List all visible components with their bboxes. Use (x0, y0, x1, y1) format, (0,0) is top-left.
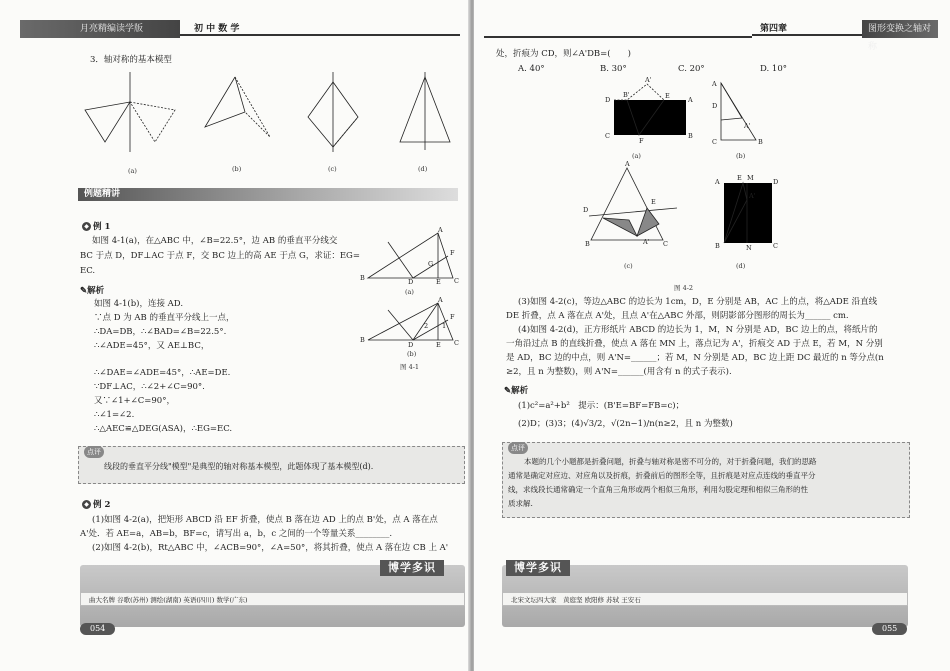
svg-text:A: A (438, 296, 443, 304)
proof-line-8: ∴∠1=∠2. (94, 410, 135, 420)
example1-label: ◆ 例 1 (82, 220, 110, 232)
analysis-label: ✎解析 (80, 286, 105, 296)
fig41-title: 图 4-1 (400, 363, 420, 371)
footer-strip: 北宋文坛四大家 黄庭坚 欧阳修 苏轼 王安石 (502, 592, 908, 606)
note-line-3: 线，求线段长通常确定一个直角三角形或两个相似三角形，利用勾股定理和相似三角形的性 (508, 485, 808, 494)
model-figure-b (205, 72, 275, 152)
proof-line-5: ∴∠DAE=∠ADE=45°，∴AE=DE. (94, 368, 231, 378)
svg-text:E: E (436, 278, 441, 286)
model-figure-a (85, 72, 175, 152)
caption-c: (c) (328, 165, 337, 173)
proof-line-2: ∵点 D 为 AB 的垂直平分线上一点， (94, 313, 235, 323)
fig41-caption-a: (a) (405, 288, 414, 296)
note-line-1: 本题的几个小题都是折叠问题，折叠与轴对称是密不可分的，对于折叠问题，我们的思路 (524, 457, 817, 466)
ex2-line-3: (2)如图 4-2(b)，Rt△ABC 中，∠ACB=90°，∠A=50°，将其折叠，使点 A 落在边 CB 上 A' (92, 543, 449, 553)
svg-text:D: D (605, 96, 611, 104)
svg-text:A': A' (645, 76, 652, 84)
header-rule (484, 20, 752, 38)
proof-line-9: ∴△AEC≌△DEG(ASA)，∴EG=EC. (94, 424, 233, 434)
top-line: 处，折痕为 CD，则∠A'DB=( ) (496, 49, 631, 59)
figure-4-2a (605, 76, 694, 145)
svg-text:E: E (737, 174, 742, 182)
header-chapter: 第四章 (752, 20, 862, 36)
note-line-4: 质求解. (508, 499, 533, 508)
svg-text:D: D (408, 341, 414, 349)
ex1-line-3: EC. (80, 266, 96, 276)
footer-banner: 博学多识 (380, 560, 444, 576)
svg-text:E: E (651, 198, 656, 206)
footer-banner: 博学多识 (506, 560, 570, 576)
svg-text:B': B' (623, 91, 630, 99)
figure-4-1a (360, 226, 459, 286)
fig42-caption-b: (b) (736, 152, 746, 160)
fig42-caption-d: (d) (736, 262, 746, 270)
note-tag: 点评 (508, 442, 528, 454)
svg-text:E: E (665, 92, 670, 100)
choice-d: D. 10° (760, 64, 787, 74)
svg-text:B: B (758, 138, 763, 146)
q4-line-2: 一角沿过点 B 的直线折叠，使点 A 落在 MN 上，落点记为 A'，折痕交 AD 于点 E，若 M，N 分别 (506, 339, 883, 349)
figure-4-2d (715, 174, 779, 252)
svg-text:B: B (360, 274, 365, 282)
svg-text:E: E (436, 341, 441, 349)
svg-text:C: C (605, 132, 610, 140)
svg-text:M: M (747, 174, 754, 182)
proof-line-3: ∴DA=DB，∴∠BAD=∠B=22.5°. (94, 327, 227, 337)
example-badge-icon: ◆ (82, 222, 91, 231)
analysis-label: ✎解析 (504, 386, 529, 396)
example-badge-icon: ◆ (82, 500, 91, 509)
section3-title: 3．轴对称的基本模型 (90, 55, 172, 65)
figure-4-2c (583, 160, 679, 248)
q4-line-3: 是 AD，BC 边的中点，则 A'N=______；若 M，N 分别是 AD，BC 边上距 DC 最近的 n 等分点(n (506, 353, 884, 363)
caption-d: (d) (418, 165, 428, 173)
fig42-caption-a: (a) (632, 152, 641, 160)
example2-label: ◆ 例 2 (82, 498, 110, 510)
q4-line-1: (4)如图 4-2(d)，正方形纸片 ABCD 的边长为 1，M，N 分别是 AD，BC 边上的点，将纸片的 (518, 325, 878, 335)
q3-line-1: (3)如图 4-2(c)，等边△ABC 的边长为 1cm，D，E 分别是 AB，AC 上的点，将△ADE 沿直线 (518, 297, 878, 307)
svg-text:F: F (450, 313, 455, 321)
q4-line-4: ≥2，且 n 为整数)，则 A'N=______(用含有 n 的式子表示). (506, 367, 732, 377)
svg-text:D: D (712, 102, 718, 110)
svg-text:C: C (773, 242, 778, 250)
header-series: 月亮精编读学版 (20, 20, 180, 38)
fig41-caption-b: (b) (407, 350, 417, 358)
ex1-line-2: BC 于点 D，DF⊥AC 于点 F，交 BC 边上的高 AE 于点 G，求证：EG= (80, 251, 360, 261)
caption-a: (a) (128, 167, 137, 175)
analysis-icon: ✎ (504, 386, 512, 396)
svg-text:N: N (746, 244, 752, 252)
svg-text:A: A (712, 80, 717, 88)
left-page (0, 0, 471, 671)
example-section-heading: 例题精讲 (78, 188, 458, 201)
svg-text:B: B (715, 242, 720, 250)
svg-text:C: C (454, 277, 459, 285)
svg-text:F: F (639, 137, 644, 145)
right-page (474, 0, 950, 671)
svg-text:B: B (360, 336, 365, 344)
model-figure-c (308, 72, 358, 152)
svg-text:A': A' (749, 192, 756, 200)
analysis-icon: ✎ (80, 286, 88, 296)
page-number: 054 (80, 623, 115, 635)
svg-text:G: G (428, 260, 434, 268)
svg-text:D: D (408, 278, 414, 286)
choice-a: A. 40° (518, 64, 545, 74)
model-figure-d (400, 72, 450, 152)
page-number: 055 (872, 623, 907, 635)
proof-line-1: 如图 4-1(b)，连接 AD. (94, 299, 184, 309)
svg-text:A: A (715, 178, 720, 186)
q3-line-2: DE 折叠，点 A 落在点 A'处，且点 A'在△ABC 外部，则阴影部分图形的周长为______ cm. (506, 311, 849, 321)
footer-strip: 曲大名牌 谷歌(苏州) 测绘(湖南) 英语(四川) 数学(广东) (80, 592, 465, 606)
choice-c: C. 20° (678, 64, 705, 74)
proof-line-7: 又∵∠1+∠C=90°， (94, 396, 175, 406)
note-text: 线段的垂直平分线"模型"是典型的轴对称基本模型，此题体现了基本模型(d). (104, 462, 374, 471)
svg-text:C: C (712, 138, 717, 146)
svg-text:A: A (438, 226, 443, 234)
figure-4-2b (712, 78, 766, 148)
fig42-caption-c: (c) (624, 262, 633, 270)
caption-b: (b) (232, 165, 242, 173)
answer-line-2: (2)D；(3)3；(4)√3/2，√(2n−1)/n(n≥2，且 n 为整数) (518, 419, 733, 429)
svg-text:B: B (688, 132, 693, 140)
ex2-line-1: (1)如图 4-2(a)，把矩形 ABCD 沿 EF 折叠，使点 B 落在边 AD 上的点 B'处，点 A 落在点 (92, 515, 438, 525)
fig42-title: 图 4-2 (674, 284, 694, 292)
figure-4-1b (360, 296, 459, 349)
proof-line-4: ∴∠ADE=45°，又 AE⊥BC， (94, 341, 210, 351)
proof-line-6: ∵DF⊥AC，∴∠2+∠C=90°. (94, 382, 205, 392)
header-topic: 图形变换之轴对称 (862, 20, 938, 38)
note-line-2: 通常是确定对应边、对应角以及折痕，折叠前后的图形全等，且折痕是对应点连线的垂直平分 (508, 471, 816, 480)
svg-text:F: F (450, 249, 455, 257)
answer-line-1: (1)c²=a²+b² 提示：(B'E=BF=FB=c)； (518, 401, 685, 411)
svg-text:C: C (663, 240, 668, 248)
svg-text:B: B (585, 240, 590, 248)
note-tag: 点评 (84, 446, 104, 458)
svg-text:A': A' (643, 238, 650, 246)
header-subject: 初 中 数 学 (180, 20, 460, 36)
svg-text:A: A (688, 96, 693, 104)
svg-text:C: C (454, 339, 459, 347)
svg-text:A': A' (744, 122, 751, 130)
ex2-line-2: A'处．若 AE=a，AB=b，BF=c，请写出 a，b，c 之间的一个等量关系________. (80, 529, 393, 539)
svg-text:2: 2 (424, 322, 429, 330)
svg-text:1: 1 (442, 322, 447, 330)
choice-b: B. 30° (600, 64, 627, 74)
svg-text:D: D (583, 206, 589, 214)
svg-text:D: D (773, 178, 779, 186)
ex1-line-1: 如图 4-1(a)，在△ABC 中，∠B=22.5°，边 AB 的垂直平分线交 (92, 236, 338, 246)
svg-text:A: A (625, 160, 630, 168)
